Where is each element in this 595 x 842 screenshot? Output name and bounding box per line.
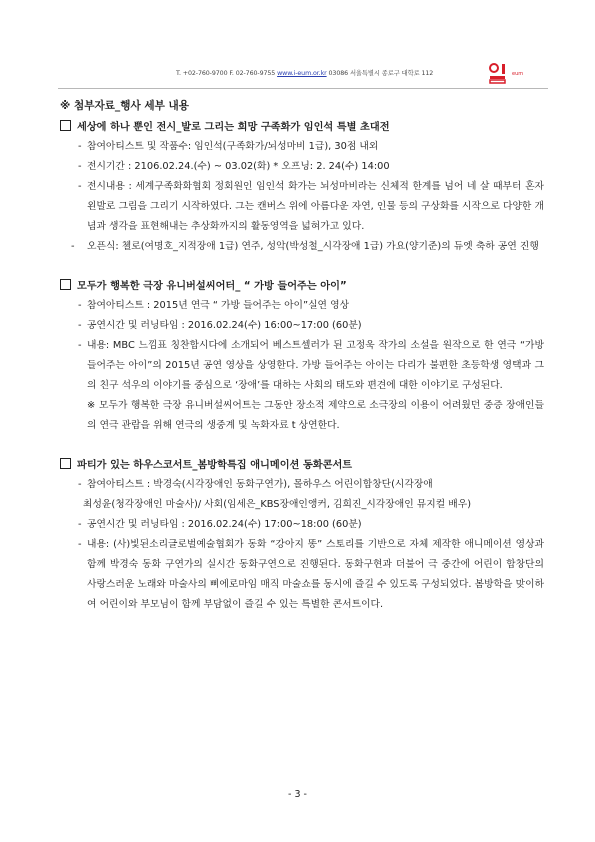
header-divider [58, 88, 548, 89]
section-concert [60, 456, 544, 615]
checkbox-square-icon [60, 279, 71, 290]
page-number: - 3 - [288, 789, 307, 800]
list-item: - 참여아티스트 : 박경숙(시각장애인 동화구연가), 몰하우스 어린이합창단(시각장애 [78, 479, 433, 490]
list-item: - 공연시간 및 러닝타임 : 2016.02.24(수) 17:00~18:00 (60분) [78, 519, 362, 530]
list-item: - 전시기간 : 2106.02.24.(수) ~ 03.02(화) * 오프닝: 2. 24(수) 14:00 [78, 161, 390, 172]
section-exhibition [60, 118, 544, 257]
list-item: - 오픈식: 첼로(여명호_지적장애 1급) 연주, 성악(박성철_시각장애 1급) 가요(양기준)의 듀엣 축하 공연 진행 [71, 241, 539, 252]
checkbox-square-icon [60, 120, 71, 131]
list-item: - 공연시간 및 러닝타임 : 2016.02.24(수) 16:00~17:00 (60분) [78, 320, 362, 331]
list-item: - 참여아티스트 및 작품수: 임인석(구족화가/뇌성마비 1급), 30점 내외 [78, 141, 379, 152]
contact-phone-fax: T. +02-760-9700 F. 02-760-9755 [176, 70, 276, 77]
website-link[interactable]: www.i-eum.or.kr [277, 70, 327, 77]
section-note: ※ 모두가 행복한 극장 유니버설씨어트는 그동안 장소적 제약으로 소극장의 이용이 어려웠던 중증 장애인들의 연극 관람을 위해 연극의 생중계 및 녹화자료 t 상연한다. [87, 400, 544, 431]
page-title: ※ 첨부자료_행사 세부 내용 [60, 100, 189, 112]
list-item: - 전시내용 : 세계구족화화협회 정회원인 임인석 화가는 뇌성마비라는 신체적 한계를 넘어 네 살 때부터 혼자 왼발로 그림을 그리기 시작하였다. 그는 캔버스 위에 아름다운 자연, 인물 등의 구상화를 시작으로 다양한 개념과 생각을 표현해내는 추상화까지의 활동영역을 넓혀가고 있다. [78, 181, 544, 232]
organization-logo [488, 62, 548, 84]
checkbox-square-icon [60, 458, 71, 469]
logo-text: eum [512, 71, 524, 77]
section-heading: 모두가 행복한 극장 유니버설씨어터_ “ 가방 들어주는 아이” [60, 277, 544, 296]
address: 03086 서울특별시 종로구 대학로 112 [328, 70, 434, 77]
list-item: - 내용: (사)빛된소리글로벌예술협회가 동화 “강아지 똥” 스토리를 기반으로 자체 제작한 애니메이션 영상과 함께 박경숙 동화 구연가의 실시간 동화구연으로 진행된다. 동화구현과 더불어 극 중간에 어린이 합창단의 사랑스러운 노래와 마술사의 삐에로마임 매직 마술쇼를 동시에 즐길 수 있도록 구성되었다. 봄방학을 맞이하여 어린이와 부모님이 함께 부담없이 즐길 수 있는 특별한 콘서트이다. [78, 539, 544, 610]
section-heading: 세상에 하나 뿐인 전시_발로 그리는 희망 구족화가 임인석 특별 초대전 [60, 118, 544, 137]
contact-info [176, 68, 433, 77]
list-item: - 참여아티스트 : 2015년 연극 “ 가방 들어주는 아이”실연 영상 [78, 300, 350, 311]
section-heading: 파티가 있는 하우스코서트_봄방학특집 애니메이션 동화콘서트 [60, 456, 544, 475]
section-theater [60, 277, 544, 436]
document-body [60, 97, 544, 615]
list-item: - 내용: MBC 느낌표 칭찬합시다에 소개되어 베스트셀러가 된 고정욱 작가의 소설을 원작으로 한 연극 “가방 들어주는 아이”의 2015년 공연 영상을 상영한다. 가방 들어주는 아이는 다리가 불편한 초등학생 영택과 그의 친구 석우의 이야기를 중심으로 ‘장애’를 대하는 사회의 태도와 편견에 대한 이야기로 구성된다. [78, 340, 545, 391]
list-item-continuation: 최성윤(청각장애인 마술사)/ 사회(임세은_KBS장애인앵커, 김희진_시각장애인 뮤지컬 배우) [83, 499, 472, 510]
letterhead [0, 62, 595, 86]
